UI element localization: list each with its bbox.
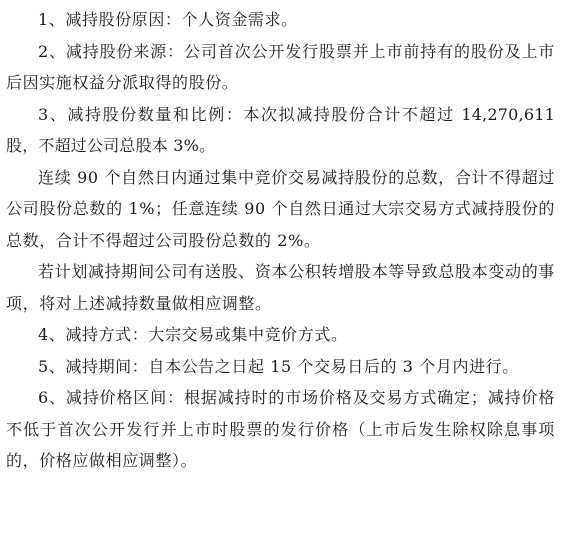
paragraph-price-range: 6、减持价格区间：根据减持时的市场价格及交易方式确定；减持价格不低于首次公开发行并上市时股票的发行价格（上市后发生除权除息事项的，价格应做相应调整）。	[6, 388, 555, 470]
paragraph-quantity-ratio: 3、减持股份数量和比例：本次拟减持股份合计不超过 14,270,611 股，不超过公司总股本 3%。	[6, 104, 555, 155]
paragraph-share-source: 2、减持股份来源：公司首次公开发行股票并上市前持有的股份及上市后因实施权益分派取得的股份。	[6, 41, 555, 92]
paragraph-adjustment-note: 若计划减持期间公司有送股、资本公积转增股本等导致总股本变动的事项，将对上述减持数量做相应调整。	[6, 262, 555, 313]
paragraph-reduction-method: 4、减持方式：大宗交易或集中竞价方式。	[38, 325, 348, 344]
paragraph-trading-limits: 连续 90 个自然日内通过集中竞价交易减持股份的总数，合计不得超过公司股份总数的 1%；任意连续 90 个自然日通过大宗交易方式减持股份的总数，合计不得超过公司股份总数的 2%。	[6, 167, 555, 250]
paragraph-reduction-reason: 1、减持股份原因：个人资金需求。	[38, 10, 298, 29]
paragraph-reduction-period: 5、减持期间：自本公告之日起 15 个交易日后的 3 个月内进行。	[38, 356, 519, 376]
